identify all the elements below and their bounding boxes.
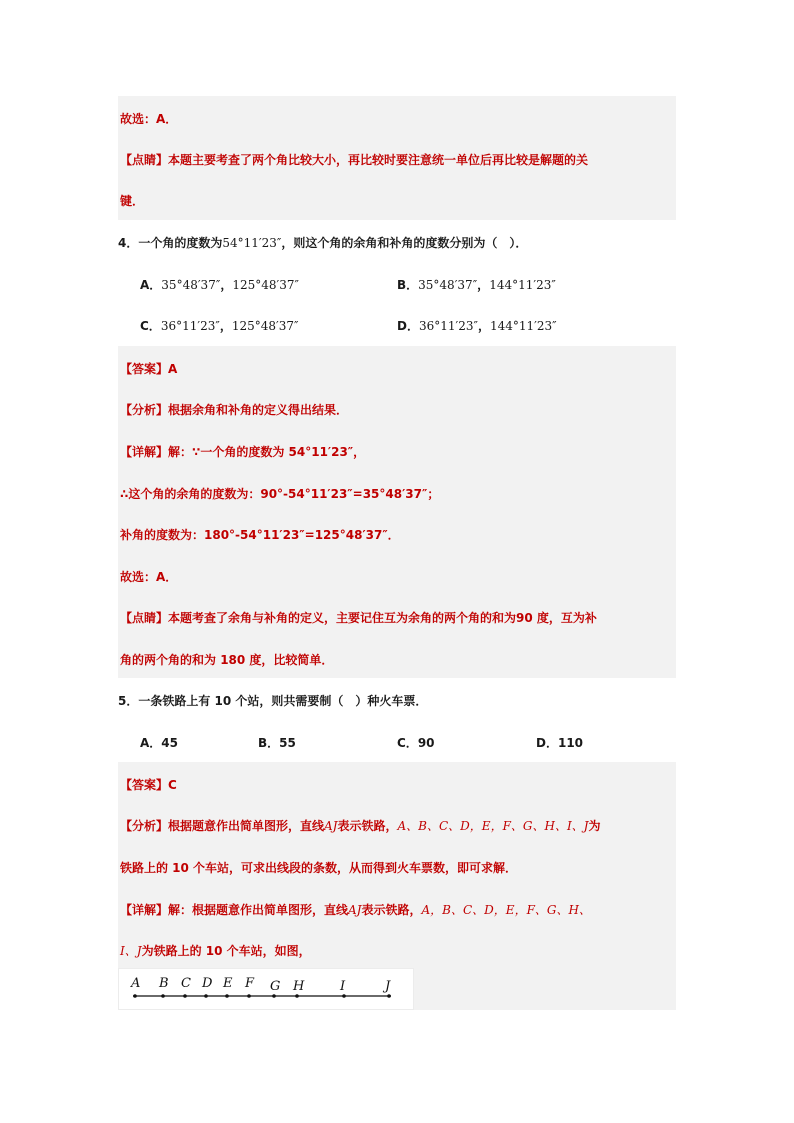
comment-text: 度，比较简单． [245,653,334,667]
option-letter: B． [397,278,419,292]
comment-text: 本题考查了余角与补角的定义，主要记住互为余角的两个角的和为 [168,611,517,625]
detail-text: 为铁路上的 10 个车站，如图， [141,944,311,958]
station-label: I [340,979,346,994]
q5-stem: 5．一条铁路上有 10 个站，则共需要制（ ）种火车票． [118,694,428,708]
option-sep: ， [477,278,490,292]
q5-analysis-line2: 铁路上的 10 个车站，可求出线段的条数，从而得到火车票数，即可求解． [120,861,518,875]
q4-comment-line2 [120,651,333,668]
q4-option-c[interactable] [140,317,299,334]
station-point [247,994,251,998]
station-point [204,994,208,998]
q3-comment-line1 [120,151,588,168]
station-label: C [181,976,191,991]
analysis-line-name: AJ [324,819,338,833]
q5-analysis-line1 [120,817,601,834]
option-letter: A． [140,278,162,292]
option-sep: ， [477,319,490,333]
q3-comment-line2: 键． [120,194,145,208]
q5-option-a[interactable] [140,734,178,751]
option-letter: A． [140,736,162,750]
station-point [342,994,346,998]
option-value: 125°48′37″ [231,319,299,333]
q4-detail-3: 补角的度数为：180°-54°11′23″=125°48′37″． [120,528,400,542]
q4-option-b[interactable] [397,276,556,293]
q5-answer: 【答案】C [120,778,177,792]
option-letter: C． [397,736,418,750]
comment-number: 180 [220,653,246,667]
detail-text: 表示铁路， [361,903,422,917]
solution-box-q4 [118,346,676,678]
comment-number: 90 [516,611,533,625]
station-label: G [270,979,281,994]
option-letter: B． [258,736,280,750]
comment-tag: 【点睛】 [120,153,169,167]
option-value: 36°11′23″ [418,319,478,333]
railway-diagram [119,969,413,1009]
q5-option-d[interactable] [536,734,583,751]
q4-option-a[interactable] [140,276,299,293]
station-point [133,994,137,998]
option-value: 36°11′23″ [160,319,220,333]
q5-option-c[interactable] [397,734,435,751]
option-sep: ， [219,319,232,333]
q4-stem-text: 4．一个角的度数为 [118,236,223,250]
q4-option-d[interactable] [397,317,557,334]
option-value: 110 [557,736,584,750]
option-letter: D． [397,319,419,333]
comment-text: 度，互为补 [532,611,597,625]
comment-text: 本题主要考查了两个角比较大小，再比较时要注意统一单位后再比较是解题的关 [168,153,589,167]
q4-answer: 【答案】A [120,362,178,376]
detail-letters: A，B、C、D，E，F、G、H、 [421,903,591,917]
option-value: 35°48′37″ [161,278,221,292]
q4-detail-1: 【详解】解：∵一个角的度数为 54°11′23″， [120,445,366,459]
option-value: 144°11′23″ [490,319,557,333]
q4-stem-text-2: ，则这个角的余角和补角的度数分别为（ ）． [281,236,528,250]
q5-option-b[interactable] [258,734,296,751]
q4-analysis: 【分析】根据余角和补角的定义得出结果． [120,403,349,417]
station-point [183,994,187,998]
option-letter: D． [536,736,558,750]
station-label: B [159,976,169,991]
station-label: A [131,976,141,991]
station-label: D [202,976,213,991]
station-label: H [293,979,305,994]
q4-detail-2: ∴这个角的余角的度数为：90°-54°11′23″=35°48′37″； [120,487,440,501]
station-point [272,994,276,998]
detail-text: 【详解】解：根据题意作出简单图形，直线 [120,903,349,917]
q5-detail-line2 [120,942,311,959]
q4-stem [118,234,527,251]
q3-choose: 故选：A． [120,112,178,126]
station-point [295,994,299,998]
q4-comment-line1 [120,609,597,626]
detail-line-name: AJ [348,903,362,917]
analysis-text: 【分析】根据题意作出简单图形，直线 [120,819,325,833]
option-value: 45 [161,736,178,750]
option-value: 35°48′37″ [418,278,478,292]
station-point [387,994,391,998]
station-label: F [245,976,255,991]
analysis-letters: A、B、C、D，E，F、G、H、I、J [397,819,589,833]
station-point [225,994,229,998]
railway-figure [118,968,414,1010]
option-value: 125°48′37″ [232,278,299,292]
q4-choose: 故选：A． [120,570,178,584]
option-value: 90 [417,736,435,750]
station-label: J [385,979,391,994]
station-point [161,994,165,998]
option-sep: ， [220,278,233,292]
q4-stem-angle: 54°11′23″ [222,236,282,250]
detail-letters: I、J [120,944,142,958]
comment-text: 角的两个角的和为 [120,653,221,667]
q5-detail-line1 [120,901,591,918]
analysis-text: 为 [588,819,601,833]
comment-tag: 【点睛】 [120,611,169,625]
station-label: E [223,976,233,991]
option-value: 144°11′23″ [489,278,556,292]
option-value: 55 [279,736,296,750]
option-letter: C． [140,319,161,333]
analysis-text: 表示铁路， [337,819,398,833]
